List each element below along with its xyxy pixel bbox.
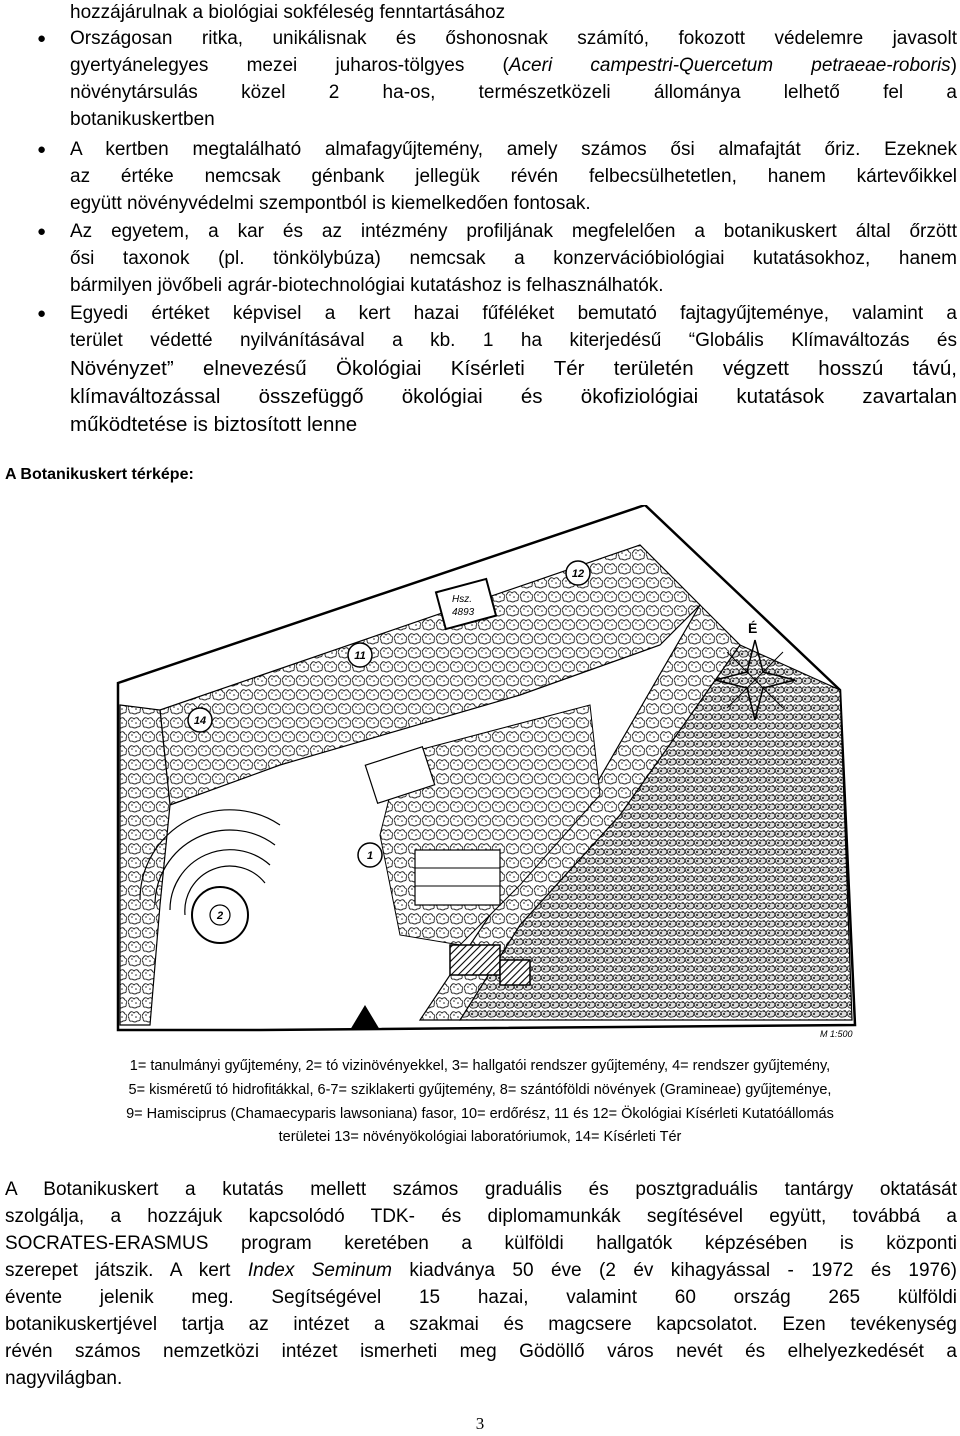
paragraph-line-3: SOCRATES-ERASMUS program keretében a külföldi hallgatók képzésében is központi (5, 1233, 957, 1254)
collection-plot (415, 850, 500, 905)
zone-label: 11 (354, 650, 366, 662)
bullet-1-line-2 (70, 53, 957, 80)
paragraph-line-7: révén számos nemzetközi intézet ismerheti meg Gödöllő város nevét és elhelyezkedését a (5, 1341, 957, 1362)
paragraph-line-5: évente jelenik meg. Segítségével 15 hazai, valamint 60 ország 265 külföldi (5, 1287, 957, 1308)
bullet-4-line-2: terület védetté nyilvánításával a kb. 1 ha kiterjedésű “Globális Klímaváltozás és (70, 330, 957, 351)
paragraph-text: szerepet játszik. A kert (5, 1260, 248, 1281)
bullet-dot-icon: ● (37, 141, 47, 158)
bullet-1-latin-name: Aceri campestri-Quercetum petraeae-roboris (508, 55, 951, 76)
laboratory-building (450, 945, 500, 975)
zone-label: 1 (366, 850, 374, 862)
entrance-arrow-icon (350, 1005, 380, 1030)
bullet-4-line-5: működtetése is biztosított lenne (70, 413, 358, 436)
paragraph-line-4 (5, 1257, 957, 1284)
intro-line: hozzájárulnak a biológiai sokféleség fenntartásához (70, 2, 506, 23)
map-caption-line-3: 9= Hamisciprus (Chamaecyparis lawsoniana) fasor, 10= erdőrész, 11 és 12= Ökológiai Kísérleti Kutatóállomás (126, 1106, 834, 1122)
zone-label: 12 (571, 568, 585, 580)
paragraph-line-8: nagyvilágban. (5, 1368, 123, 1389)
bullet-2-line-2: az értéke nemcsak génbank jellegük révén felbecsülhetetlen, hanem kártevőikkel (70, 166, 957, 187)
bullet-dot-icon: ● (37, 223, 47, 240)
paragraph-line-6: botanikuskertjével tartja az intézet a szakmai és magcsere kapcsolatot. Ezen tevékenység (5, 1314, 957, 1335)
bullet-dot-icon: ● (37, 305, 47, 322)
bullet-3-line-1: Az egyetem, a kar és az intézmény profiljának megfelelően a botanikuskert által őrzött (70, 221, 957, 242)
bullet-4-line-3: Növényzet” elnevezésű Ökológiai Kísérleti Tér területén végzett hosszú távú, (70, 357, 957, 380)
bullet-dot-icon: ● (37, 30, 47, 47)
paragraph-line-2: szolgálja, a hozzájuk kapcsolódó TDK- és diplomamunkák segítésével együtt, továbbá a (5, 1206, 957, 1227)
bullet-1-paren: ) (950, 55, 957, 76)
scale-label: M 1:500 (820, 1029, 853, 1039)
index-seminum: Index Seminum (247, 1260, 393, 1281)
map-caption-line-4: területei 13= növényökológiai laboratóriumok, 14= Kísérleti Tér (278, 1129, 682, 1145)
bullet-1-line-3: növénytársulás közel 2 ha-os, természetközeli állománya lelhető fel a (70, 82, 957, 103)
map-heading: A Botanikuskert térképe: (5, 466, 194, 483)
page-number: 3 (475, 1414, 485, 1433)
bullet-3-line-2: ősi taxonok (pl. tönkölybúza) nemcsak a konzervációbiológiai kutatásokhoz, hanem (70, 248, 957, 269)
bullet-2-line-1: A kertben megtalálható almafagyűjtemény, amely számos ősi almafajtát őriz. Ezeknek (70, 139, 957, 160)
paragraph-line-1: A Botanikuskert a kutatás mellett számos graduális és posztgraduális tantárgy oktatását (5, 1179, 957, 1200)
bullet-3-line-3: bármilyen jövőbeli agrár-biotechnológiai kutatáshoz is felhasználhatók. (70, 275, 664, 296)
bullet-1-text: gyertyánelegyes mezei juharos-tölgyes ( (70, 55, 509, 76)
bullet-1-line-4: botanikuskertben (70, 109, 215, 130)
bullet-4-line-4: klímaváltozással összefüggő ökológiai és ökofiziológiai kutatások zavartalan (70, 385, 957, 408)
zone-label: 2 (216, 910, 224, 922)
bullet-4-line-1: Egyedi értéket képvisel a kert hazai fűféléket bemutató fajtagyűjteménye, valamint a (70, 303, 957, 324)
botanical-garden-map (100, 505, 960, 1040)
laboratory-building (500, 960, 530, 985)
building-label: Hsz. (452, 594, 472, 605)
building-label: 4893 (452, 607, 475, 618)
bullet-1-line-1: Országosan ritka, unikálisnak és őshonosnak számító, fokozott védelemre javasolt (70, 28, 957, 49)
paragraph-text: kiadványa 50 éve (2 év kihagyással - 1972 és 1976) (392, 1260, 957, 1281)
map-caption-line-1: 1= tanulmányi gyűjtemény, 2= tó vizinövényekkel, 3= hallgatói rendszer gyűjtemény, 4= rendszer gyűjtemény, (129, 1058, 831, 1074)
left-forest-strip (120, 705, 170, 1025)
north-label: É (748, 620, 758, 636)
bullet-2-line-3: együtt növényvédelmi szempontból is kiemelkedően fontosak. (70, 193, 591, 214)
zone-label: 14 (193, 715, 207, 727)
map-caption-line-2: 5= kisméretű tó hidrofitákkal, 6-7= sziklakerti gyűjtemény, 8= szántóföldi növények (Gramineae) gyűjteménye, (128, 1082, 832, 1098)
